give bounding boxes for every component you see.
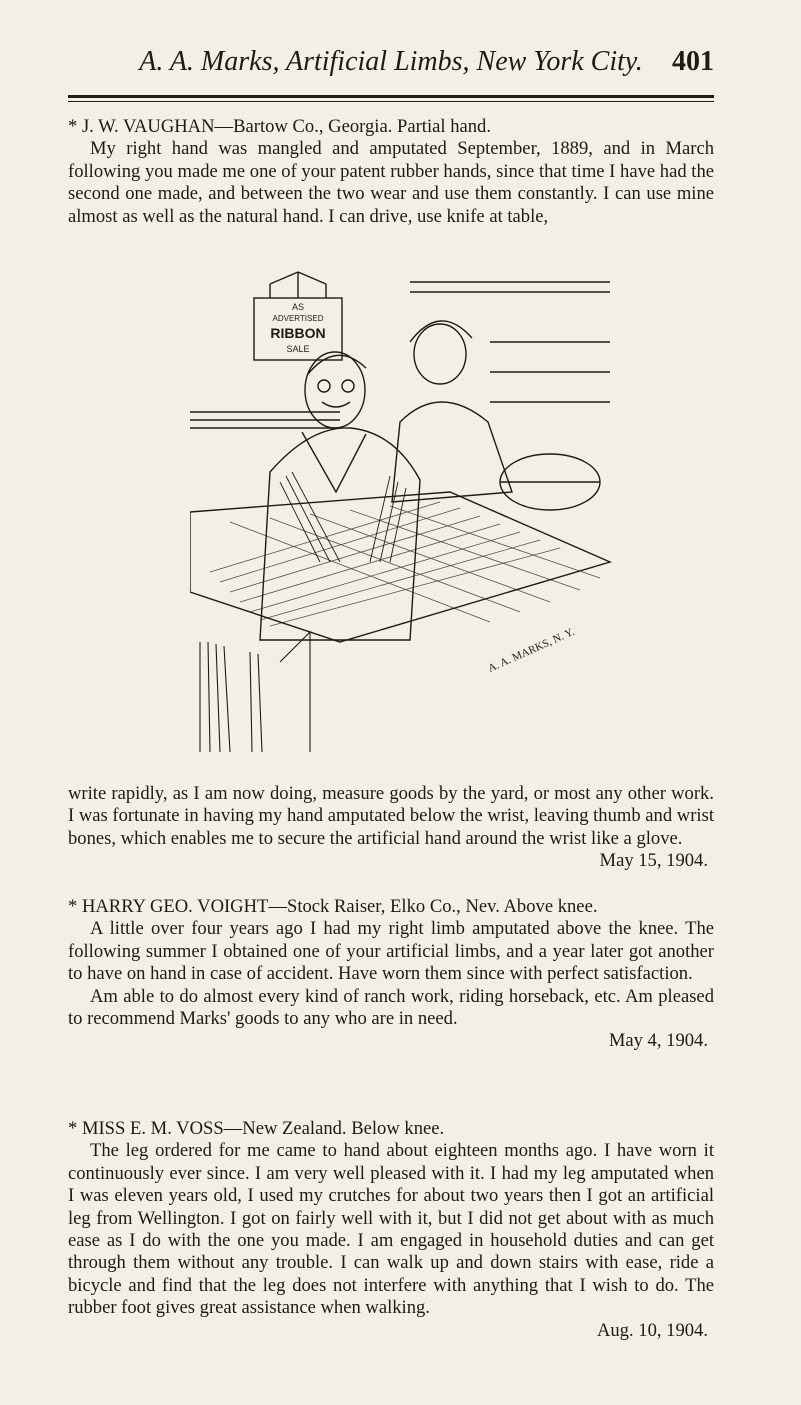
illustration-hand-measuring-ribbon [190, 262, 620, 762]
letter-vaughan-bottom [68, 783, 714, 873]
letter-body: My right hand was mangled and amputated September, 1889, and in March following you made me one of your patent rubber hands, since that time I have had the second one made, and between the two wear and use them constantly. I can use mine almost as well as the natural hand. I can drive, use knife at table, [68, 138, 714, 227]
letter-body-continued: write rapidly, as I am now doing, measure goods by the yard, or most any other work. I was fortunate in having my hand amputated below the wrist, leaving thumb and wrist bones, which enables me to secure the artificial hand around the wrist like a glove. [68, 783, 714, 849]
letter-body: The leg ordered for me came to hand about eighteen months ago. I have worn it continuously ever since. I am very well pleased with it. I had my leg amputated when I was eleven years old, I used my crutches for about two years then I got an artificial leg from Wellington. I got on fairly well with it, but I did not get about with as much ease as I do with the one you made. I am engaged in household duties and can get through them without any trouble. I can walk up and down stairs with ease, ride a bicycle and find that the leg does not interfere with anything that I wish to do. The rubber foot gives great assistance when walking. [68, 1140, 714, 1319]
letter-date: May 15, 1904. [599, 850, 708, 872]
header-rule-thin [68, 101, 714, 102]
man-head [305, 352, 365, 428]
letter-vaughan-top [68, 116, 714, 228]
engraving-illustration [190, 262, 620, 762]
letter-heading: * HARRY GEO. VOIGHT—Stock Raiser, Elko Co., Nev. Above knee. [68, 896, 598, 917]
sign-text-as: AS [291, 302, 305, 312]
woman-head [414, 324, 466, 384]
stamp-text: A. A. MARKS, N. Y. [486, 625, 577, 675]
letter-voight [68, 896, 714, 1053]
sign-text-advertised: ADVERTISED [272, 314, 324, 323]
letter-date: May 4, 1904. [608, 1030, 708, 1052]
letter-body: Am able to do almost every kind of ranch work, riding horseback, etc. Am pleased to recommend Marks' goods to any who are in need. [68, 985, 714, 1030]
letter-heading: * J. W. VAUGHAN—Bartow Co., Georgia. Partial hand. [68, 116, 491, 137]
header-rule [68, 95, 714, 98]
woman-body [392, 402, 512, 502]
letter-date: Aug. 10, 1904. [596, 1319, 708, 1341]
sign-text-sale: SALE [286, 344, 310, 354]
letter-voss [68, 1118, 714, 1342]
sign-text-ribbon: RIBBON [270, 325, 326, 341]
letter-heading: * MISS E. M. VOSS—New Zealand. Below knee. [68, 1118, 445, 1139]
letter-body: A little over four years ago I had my right limb amputated above the knee. The following summer I obtained one of your artificial limbs, and a year later got another to have on hand in case of accident. Have worn them since with perfect satisfaction. [68, 918, 714, 985]
page-number: 401 [672, 46, 714, 77]
running-head-title: A. A. Marks, Artificial Limbs, New York City. [139, 46, 643, 77]
running-head [68, 40, 714, 84]
